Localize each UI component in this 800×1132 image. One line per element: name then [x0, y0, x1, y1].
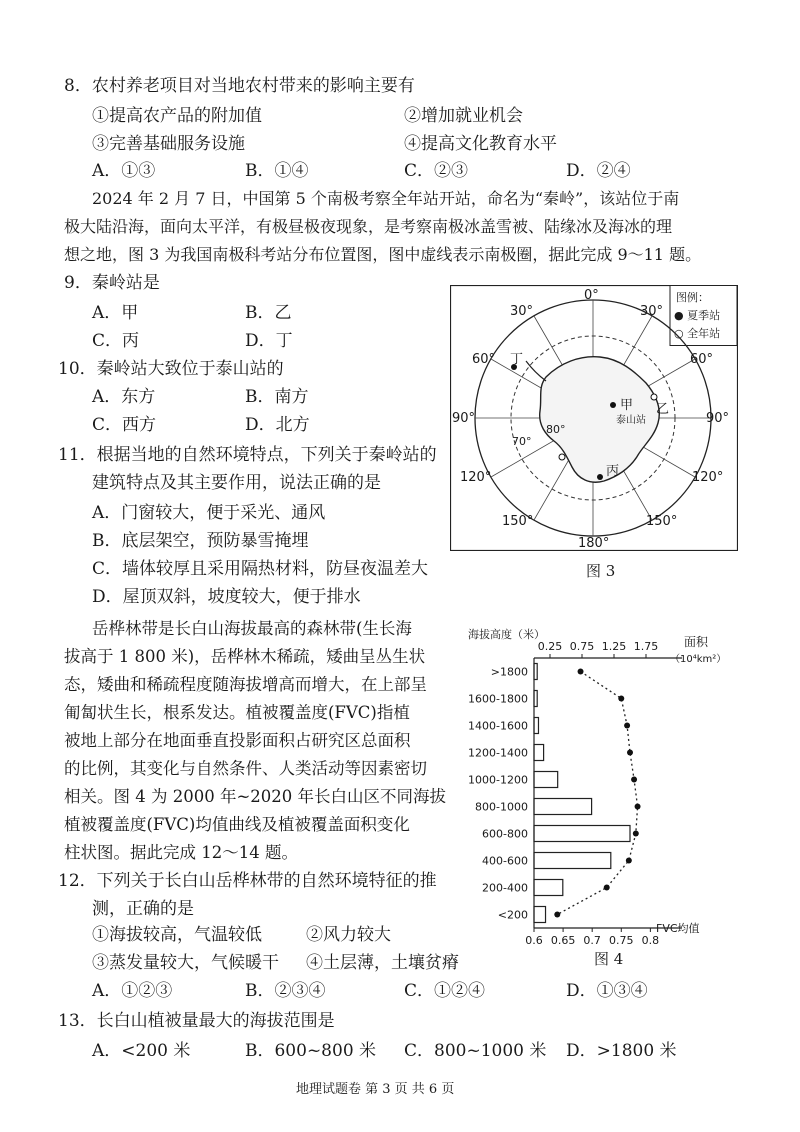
q13-option-a[interactable]: A．<200 米 [92, 1041, 191, 1061]
chart-fvc-point [578, 669, 584, 675]
station-yi-marker [651, 394, 657, 400]
q8-option-d[interactable]: D．②④ [566, 161, 631, 181]
lon-120w: 120° [460, 470, 492, 485]
lon-30e: 30° [640, 304, 664, 319]
q12-option-a[interactable]: A．①②③ [92, 981, 173, 1001]
q9-option-a[interactable]: A．甲 [92, 303, 139, 323]
lon-90w: 90° [452, 411, 476, 426]
q12-statement-1: ①海拔较高，气温较低 [92, 925, 262, 945]
lon-150e: 150° [646, 514, 678, 529]
chart-fvc-point [624, 723, 630, 729]
chart-fvc-point [554, 912, 560, 918]
q13-stem: 13．长白山植被量最大的海拔范围是 [58, 1011, 335, 1031]
intro9-line-1: 2024 年 2 月 7 日，中国第 5 个南极考察全年站开站，命名为“秦岭”，该站位于南 [92, 189, 680, 208]
chart-fvc-line [557, 672, 637, 915]
chart-area-bar [534, 718, 538, 734]
q11-option-d[interactable]: D．屋顶双斜，坡度较大，便于排水 [92, 587, 361, 607]
chart-category-label: 600-800 [482, 827, 528, 841]
label-taishan: 泰山站 [616, 415, 646, 426]
chart-area-bar [534, 907, 546, 923]
chart-top-tick-label: 0.25 [537, 640, 563, 653]
label-ding: 丁 [510, 352, 524, 367]
q9-stem: 9．秦岭站是 [64, 273, 160, 293]
intro12-line-2: 拔高于 1 800 米)，岳桦林木稀疏，矮曲呈丛生状 [64, 647, 426, 666]
q10-option-d[interactable]: D．北方 [245, 415, 310, 435]
legend-title: 图例： [676, 291, 709, 304]
q11-option-c[interactable]: C．墙体较厚且采用隔热材料，防昼夜温差大 [92, 559, 429, 579]
q8-statement-3: ③完善基础服务设施 [92, 134, 245, 154]
chart-area-bar [534, 799, 592, 815]
intro12-line-9: 柱状图。据此完成 12～14 题。 [64, 843, 298, 862]
chart-category-label: 1600-1800 [468, 692, 528, 706]
q11-stem-line-2: 建筑特点及其主要作用，说法正确的是 [92, 473, 381, 493]
q12-option-c[interactable]: C．①②④ [404, 981, 486, 1001]
q11-option-b[interactable]: B．底层架空，预防暴雪掩埋 [92, 531, 309, 551]
q13-option-d[interactable]: D．>1800 米 [566, 1041, 677, 1061]
chart-fvc-point [631, 777, 637, 783]
chart-area-bar [534, 826, 630, 842]
lon-120e: 120° [692, 470, 724, 485]
chart-category-label: >1800 [490, 665, 528, 679]
chart-ylabel: 海拔高度（米） [468, 628, 545, 641]
lon-60w: 60° [472, 352, 496, 367]
chart-fvc-point [627, 750, 633, 756]
q12-statement-4: ④土层薄，土壤贫瘠 [306, 953, 459, 973]
fvc-area-chart [462, 620, 738, 950]
intro12-line-4: 匍匐状生长，根系发达。植被覆盖度(FVC)指植 [64, 703, 410, 722]
chart-category-label: <200 [497, 908, 528, 922]
chart-area-bar [534, 853, 611, 869]
lon-30w: 30° [510, 304, 534, 319]
chart-bottom-tick-label: 0.8 [641, 934, 660, 947]
chart-category-label: 1200-1400 [468, 746, 528, 760]
q12-stem-line-1: 12．下列关于长白山岳桦林带的自然环境特征的推 [58, 871, 437, 891]
figure-3-caption: 图 3 [586, 562, 616, 580]
station-jia-marker [610, 402, 616, 408]
q8-statement-1: ①提高农产品的附加值 [92, 106, 262, 126]
station-bing-marker [597, 474, 603, 480]
q13-option-b[interactable]: B．600~800 米 [245, 1041, 377, 1061]
chart-category-label: 200-400 [482, 881, 528, 895]
label-jia: 甲 [620, 398, 634, 413]
chart-top-tick-label: 1.75 [633, 640, 659, 653]
figure-4-caption: 图 4 [594, 950, 624, 968]
page-footer: 地理试题卷 第 3 页 共 6 页 [296, 1082, 455, 1097]
q8-option-a[interactable]: A．①③ [92, 161, 156, 181]
q8-stem: 8．农村养老项目对当地农村带来的影响主要有 [64, 76, 415, 96]
q10-option-c[interactable]: C．西方 [92, 415, 157, 435]
label-bing: 丙 [606, 464, 620, 479]
chart-category-label: 400-600 [482, 854, 528, 868]
q9-option-d[interactable]: D．丁 [245, 331, 293, 351]
lat-70: 70° [512, 435, 532, 448]
lon-60e: 60° [690, 352, 714, 367]
intro12-line-3: 态，矮曲和稀疏程度随海拔增高而增大，在上部呈 [64, 675, 427, 694]
lon-150w: 150° [502, 514, 534, 529]
chart-top-tick-label: 1.25 [601, 640, 627, 653]
q12-statement-3: ③蒸发量较大，气候暖干 [92, 953, 279, 973]
chart-fvc-point [604, 885, 610, 891]
intro9-line-3: 想之地，图 3 为我国南极科考站分布位置图，图中虚线表示南极圈，据此完成 9～11 题。 [64, 245, 702, 264]
lon-0: 0° [584, 288, 599, 303]
chart-fvc-point [626, 858, 632, 864]
q12-statement-2: ②风力较大 [306, 925, 391, 945]
q12-stem-line-2: 测，正确的是 [92, 899, 194, 919]
legend-year-round-station: ○ 全年站 [674, 327, 721, 340]
q10-option-a[interactable]: A．东方 [92, 387, 156, 407]
chart-area-bar [534, 772, 558, 788]
intro9-line-2: 极大陆沿海，面向太平洋，有极昼极夜现象，是考察南极冰盖雪被、陆缘冰及海冰的理 [64, 217, 673, 236]
q8-statement-4: ④提高文化教育水平 [404, 134, 557, 154]
q10-option-b[interactable]: B．南方 [245, 387, 309, 407]
chart-area-bar [534, 745, 544, 761]
q10-stem: 10．秦岭站大致位于泰山站的 [58, 359, 284, 379]
legend-summer-station: ● 夏季站 [674, 309, 721, 322]
chart-fvc-point [618, 696, 624, 702]
chart-bottom-tick-label: 0.6 [525, 934, 543, 947]
chart-fvc-point [635, 804, 641, 810]
intro12-line-1: 岳桦林带是长白山海拔最高的森林带(生长海 [92, 619, 412, 638]
intro12-line-5: 被地上部分在地面垂直投影面积占研究区总面积 [64, 731, 411, 750]
chart-bottom-tick-label: 0.7 [583, 934, 601, 947]
intro12-line-8: 植被覆盖度(FVC)均值曲线及植被覆盖面积变化 [64, 815, 410, 834]
label-yi: 乙 [656, 402, 670, 417]
chart-category-label: 1400-1600 [468, 719, 528, 733]
intro12-line-7: 相关。图 4 为 2000 年~2020 年长白山区不同海拔 [64, 787, 447, 806]
q12-option-b[interactable]: B．②③④ [245, 981, 326, 1001]
q8-statement-2: ②增加就业机会 [404, 106, 523, 126]
chart-top-tick-label: 0.75 [569, 640, 595, 653]
lat-80: 80° [546, 423, 566, 436]
chart-fvc-point [633, 831, 639, 837]
chart-top-axis-unit: （10⁴km²） [670, 654, 727, 665]
lon-180: 180° [578, 536, 610, 551]
chart-top-axis-label: 面积 [684, 635, 709, 649]
chart-category-label: 800-1000 [475, 800, 528, 814]
chart-area-bar [534, 880, 563, 896]
q9-option-c[interactable]: C．丙 [92, 331, 140, 351]
q9-option-b[interactable]: B．乙 [245, 303, 292, 323]
antarctic-station-map [450, 285, 738, 551]
q12-option-d[interactable]: D．①③④ [566, 981, 648, 1001]
q11-option-a[interactable]: A．门窗较大，便于采光、通风 [92, 503, 326, 523]
lon-90e: 90° [706, 411, 730, 426]
station-bing-alt-marker [559, 454, 565, 460]
chart-bottom-tick-label: 0.65 [550, 934, 576, 947]
chart-bottom-axis-label: FVC均值 [656, 922, 700, 935]
q8-option-b[interactable]: B．①④ [245, 161, 309, 181]
intro12-line-6: 的比例，其变化与自然条件、人类活动等因素密切 [64, 759, 427, 778]
q13-option-c[interactable]: C．800~1000 米 [404, 1041, 547, 1061]
chart-bottom-tick-label: 0.75 [609, 934, 634, 947]
chart-category-label: 1000-1200 [468, 773, 528, 787]
q8-option-c[interactable]: C．②③ [404, 161, 469, 181]
q11-stem-line-1: 11．根据当地的自然环境特点，下列关于秦岭站的 [58, 445, 437, 465]
